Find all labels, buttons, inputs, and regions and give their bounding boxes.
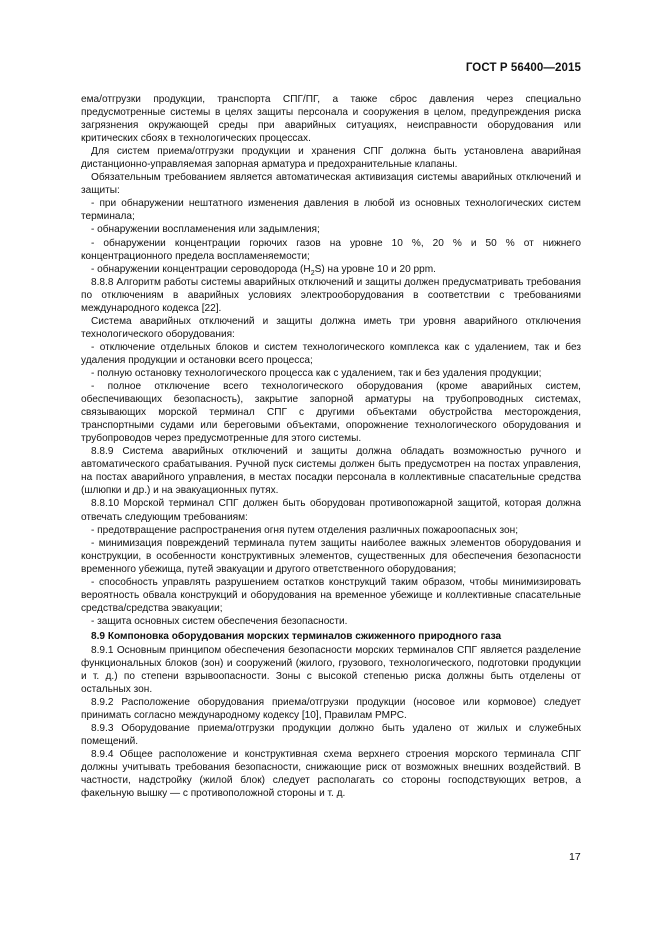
paragraph: - защита основных систем обеспечения безопасности.: [91, 615, 348, 627]
subscript: 2: [310, 269, 315, 277]
paragraph-text: - обнаружении концентрации сероводорода (H: [91, 263, 311, 275]
paragraph: 8.8.9 Система аварийных отключений и защиты должна обладать возможностью ручного и автоматического срабатывания. Ручной пуск системы должен быть предусмотрен на постах управления, на постах аварийного управления, в местах посадки персонала в коллективные спасательные средства (шлюпки и др.) и на эвакуационных путях.: [81, 446, 581, 497]
paragraph: - обнаружении воспламенения или задымления;: [91, 224, 320, 236]
paragraph: Обязательным требованием является автоматическая активизация системы аварийных отключений и защиты:: [81, 172, 581, 197]
paragraph: 8.9.2 Расположение оборудования приема/отгрузки продукции (носовое или кормовое) следует принимать согласно международному кодексу [10], Правилам РМРС.: [81, 697, 581, 722]
paragraph: 8.9.1 Основным принципом обеспечения безопасности морских терминалов СПГ является разделение функциональных блоков (зон) и сооружений (жилого, грузового, технологического, подготовки продукции и т. д.) по степени взрывоопасности. Зоны с высокой степенью риска должны быть отделены от остальных зон.: [81, 644, 581, 696]
document-body: [81, 93, 581, 801]
paragraph: Для систем приема/отгрузки продукции и хранения СПГ должна быть установлена аварийная дистанционно-управляемая запорная арматура и предохранительные клапаны.: [81, 146, 581, 171]
paragraph: - отключение отдельных блоков и систем технологического комплекса как с удалением, так и без удаления продукции и остановки всего процесса;: [81, 341, 581, 366]
paragraph: 8.8.8 Алгоритм работы системы аварийных отключений и защиты должен предусматривать требования по отключениям в аварийных условиях электрооборудования в соответствии с требованиями международного кодекса [22].: [81, 276, 581, 314]
paragraph: - обнаружении концентрации горючих газов на уровне 10 %, 20 % и 50 % от нижнего концентрационного предела воспламеняемости;: [81, 237, 581, 262]
paragraph-text: S) на уровне 10 и 20 ppm.: [314, 263, 436, 275]
paragraph: - при обнаружении нештатного изменения давления в любой из основных технологических систем терминала;: [81, 198, 581, 223]
paragraph: [81, 263, 581, 276]
paragraph: 8.9.4 Общее расположение и конструктивная схема верхнего строения морского терминала СПГ должны учитывать требования безопасности, снижающие риск от возможных внешних воздействий. В частности, надстройку (жилой блок) следует располагать со стороны господствующих ветров, а факельную вышку — с противоположной стороны и т. д.: [81, 749, 581, 800]
paragraph: - способность управлять разрушением остатков конструкций таким образом, чтобы минимизировать вероятность обвала конструкций и оборудования на временное убежище и коллективные спасательные средства/средства эвакуации;: [81, 576, 581, 614]
paragraph: 8.9.3 Оборудование приема/отгрузки продукции должно быть удалено от жилых и служебных помещений.: [81, 723, 581, 748]
paragraph: 8.8.10 Морской терминал СПГ должен быть оборудован противопожарной защитой, которая должна отвечать следующим требованиям:: [81, 498, 581, 523]
paragraph: ема/отгрузки продукции, транспорта СПГ/ПГ, а также сброс давления через специально предусмотренные системы в целях защиты персонала и сооружения в целом, предупреждения риска загрязнения окружающей среды при аварийных ситуациях, неисправности оборудования или критических сбоях в технологических процессах.: [81, 94, 581, 145]
paragraph: - минимизация повреждений терминала путем защиты наиболее важных элементов оборудования и конструкции, в особенности конструктивных элементов, существенных для обеспечения безопасности временного убежища, путей эвакуации и другого ответственного оборудования;: [81, 537, 581, 575]
page-number: 17: [569, 851, 581, 863]
section-heading: 8.9 Компоновка оборудования морских терминалов сжиженного природного газа: [91, 630, 502, 642]
paragraph: - полное отключение всего технологического оборудования (кроме аварийных систем, обеспечивающих безопасность), закрытие запорной арматуры на трубопроводных системах, связывающих морской терминал СПГ с другими объектами обустройства месторождения, транспортными судами или береговыми объектами, опорожнение технологического оборудования и трубопроводов через предусмотренные для этого системы.: [81, 381, 581, 445]
paragraph: - предотвращение распространения огня путем отделения различных пожароопасных зон;: [91, 524, 519, 536]
paragraph: Система аварийных отключений и защиты должна иметь три уровня аварийного отключения технологического оборудования:: [81, 315, 581, 340]
document-code: ГОСТ Р 56400—2015: [465, 62, 581, 74]
paragraph: - полную остановку технологического процесса как с удалением, так и без удаления продукции;: [91, 367, 542, 379]
